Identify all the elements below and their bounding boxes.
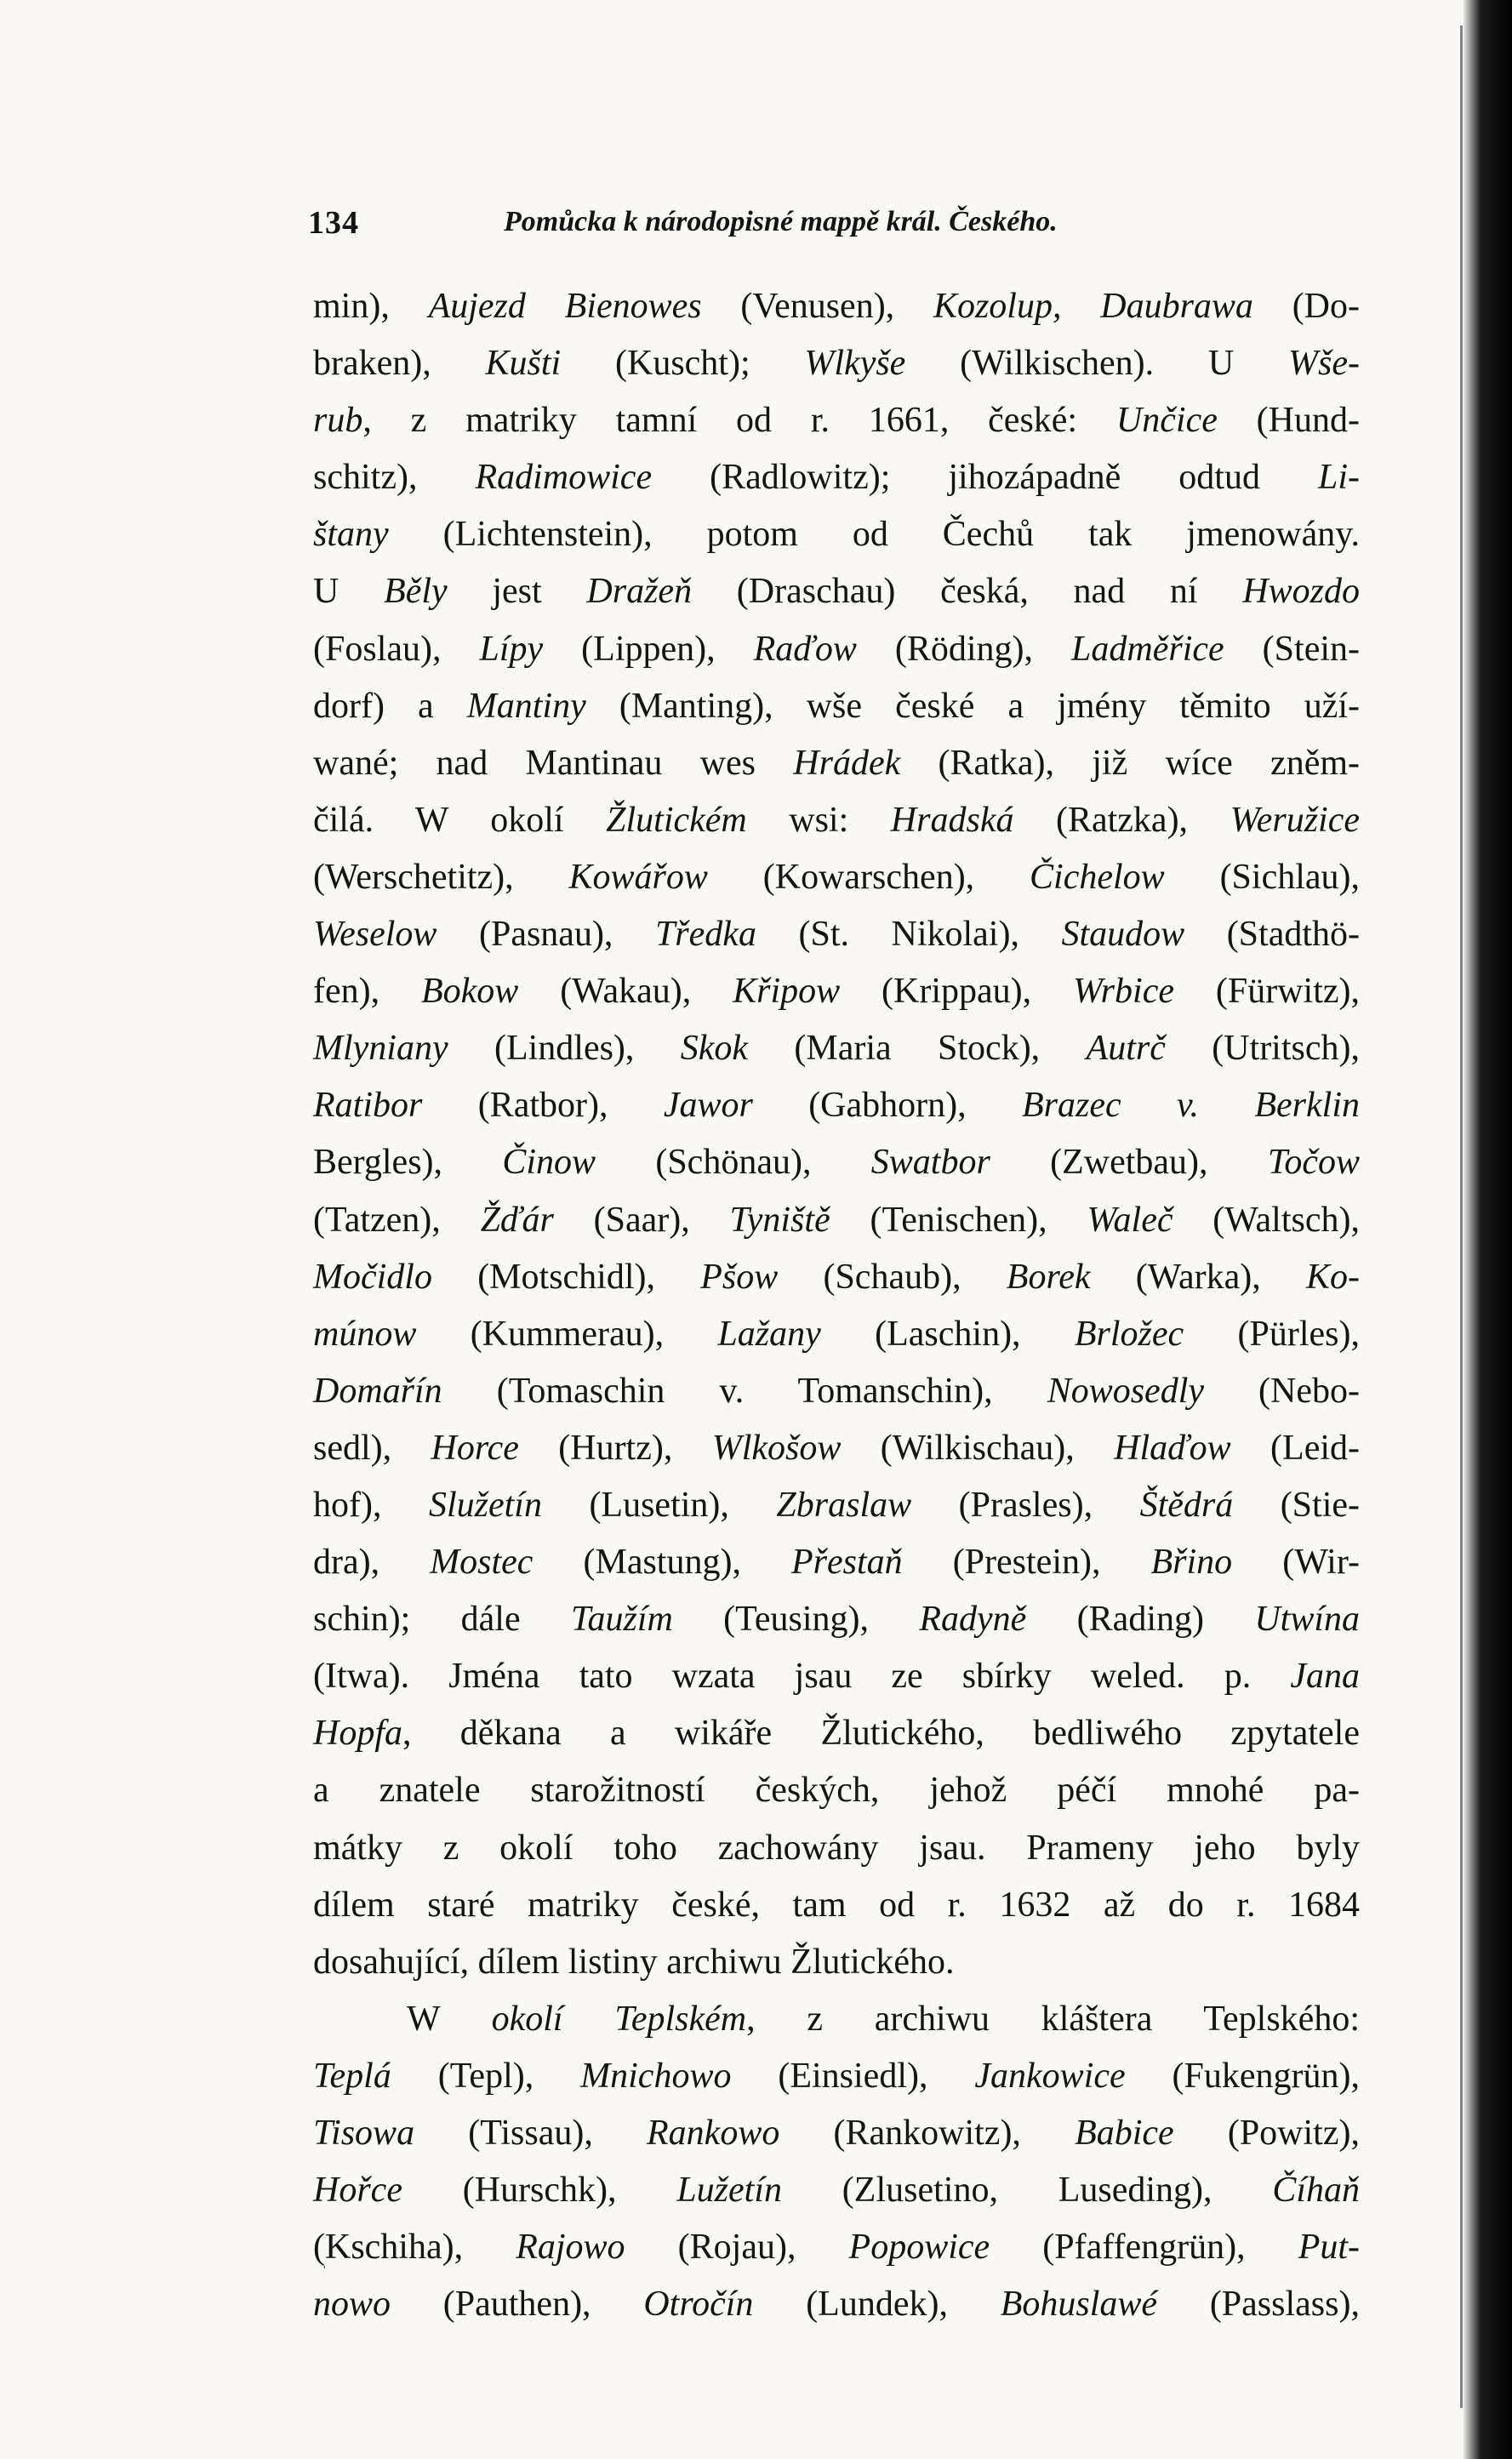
text-line: Hořce (Hurschk), Lužetín (Zlusetino, Luseding), Číhaň xyxy=(313,2171,1360,2211)
text-line: sedl), Horce (Hurtz), Wlkošow (Wilkischau), Hlaďow (Leid- xyxy=(313,1428,1360,1468)
text-line: Močidlo (Motschidl), Pšow (Schaub), Borek (Warka), Ko- xyxy=(313,1257,1360,1297)
scan-border xyxy=(1464,0,1512,2459)
text-line: (Tatzen), Žďár (Saar), Tyniště (Tenischen), Waleč (Waltsch), xyxy=(313,1200,1360,1240)
running-title: Pomůcka k národopisné mappě král. Českého. xyxy=(504,206,1058,237)
text-line: rub, z matriky tamní od r. 1661, české: Unčice (Hund- xyxy=(313,401,1360,441)
text-line: mátky z okolí toho zachowány jsau. Prameny jeho byly xyxy=(313,1828,1360,1868)
text-line: schin); dále Taužím (Teusing), Radyně (Rading) Utwína xyxy=(313,1600,1361,1640)
text-line: múnow (Kummerau), Lažany (Laschin), Brložec (Pürles), xyxy=(313,1314,1360,1354)
text-line: min), Aujezd Bienowes (Venusen), Kozolup, Daubrawa (Do- xyxy=(313,287,1361,326)
text-line: (Foslau), Lípy (Lippen), Raďow (Röding), Ladměřice (Stein- xyxy=(313,629,1360,669)
text-line: Domařín (Tomaschin v. Tomanschin), Nowosedly (Nebo- xyxy=(313,1371,1360,1411)
text-line: štany (Lichtenstein), potom od Čechů tak jmenowány. xyxy=(313,515,1360,555)
text-line: hof), Služetín (Lusetin), Zbraslaw (Prasles), Štědrá (Stie- xyxy=(313,1485,1361,1525)
text-line: Bergles), Činow (Schönau), Swatbor (Zwetbau), Točow xyxy=(313,1143,1360,1183)
text-line: W okolí Teplském, z archiwu kláštera Teplského: xyxy=(407,1999,1360,2039)
text-line: Weselow (Pasnau), Tředka (St. Nikolai), Staudow (Stadthö- xyxy=(313,915,1360,955)
text-line: nowo (Pauthen), Otročín (Lundek), Bohuslawé (Passlass), xyxy=(313,2285,1360,2325)
stray-mark: ˈ xyxy=(322,2263,328,2282)
body-text xyxy=(313,278,1360,2333)
text-line: Ratibor (Ratbor), Jawor (Gabhorn), Brazec v. Berklin xyxy=(313,1086,1360,1126)
text-line: Tisowa (Tissau), Rankowo (Rankowitz), Babice (Powitz), xyxy=(313,2114,1360,2153)
text-line: a znatele starožitností českých, jehož péčí mnohé pa- xyxy=(313,1771,1360,1811)
text-line: schitz), Radimowice (Radlowitz); jihozápadně odtud Li- xyxy=(313,458,1360,498)
text-line: čilá. W okolí Žlutickém wsi: Hradská (Ratzka), Weružice xyxy=(313,800,1360,840)
page-number: 134 xyxy=(308,205,359,241)
text-line: dílem staré matriky české, tam od r. 1632 až do r. 1684 xyxy=(313,1885,1360,1925)
text-line: Teplá (Tepl), Mnichowo (Einsiedl), Jankowice (Fukengrün), xyxy=(313,2056,1360,2096)
text-line: Mlyniany (Lindles), Skok (Maria Stock), Autrč (Utritsch), xyxy=(313,1029,1360,1069)
text-line: dra), Mostec (Mastung), Přestaň (Prestein), Břino (Wir- xyxy=(313,1543,1360,1583)
text-line: wané; nad Mantinau wes Hrádek (Ratka), již wíce zněm- xyxy=(313,743,1360,783)
text-line: Hopfa, děkana a wikáře Žlutického, bedliwého zpytatele xyxy=(313,1714,1360,1754)
page-edge-line xyxy=(1460,26,1463,2408)
text-line: U Běly jest Dražeň (Draschau) česká, nad ní Hwozdo xyxy=(313,572,1360,612)
running-header xyxy=(308,204,1363,255)
text-line: fen), Bokow (Wakau), Křipow (Krippau), Wrbice (Fürwitz), xyxy=(313,972,1360,1012)
text-line: dosahující, dílem listiny archiwu Žlutického. xyxy=(313,1942,955,1982)
text-line: dorf) a Mantiny (Manting), wše české a jmény těmito uží- xyxy=(313,686,1360,726)
text-line: (Itwa). Jména tato wzata jsau ze sbírky weled. p. Jana xyxy=(313,1657,1360,1697)
text-line: braken), Kušti (Kuscht); Wlkyše (Wilkischen). U Wše- xyxy=(313,344,1360,384)
text-line: (Kschiha), Rajowo (Rojau), Popowice (Pfaffengrün), Put- xyxy=(313,2228,1360,2268)
text-line: (Werschetitz), Kowářow (Kowarschen), Čichelow (Sichlau), xyxy=(313,857,1361,897)
